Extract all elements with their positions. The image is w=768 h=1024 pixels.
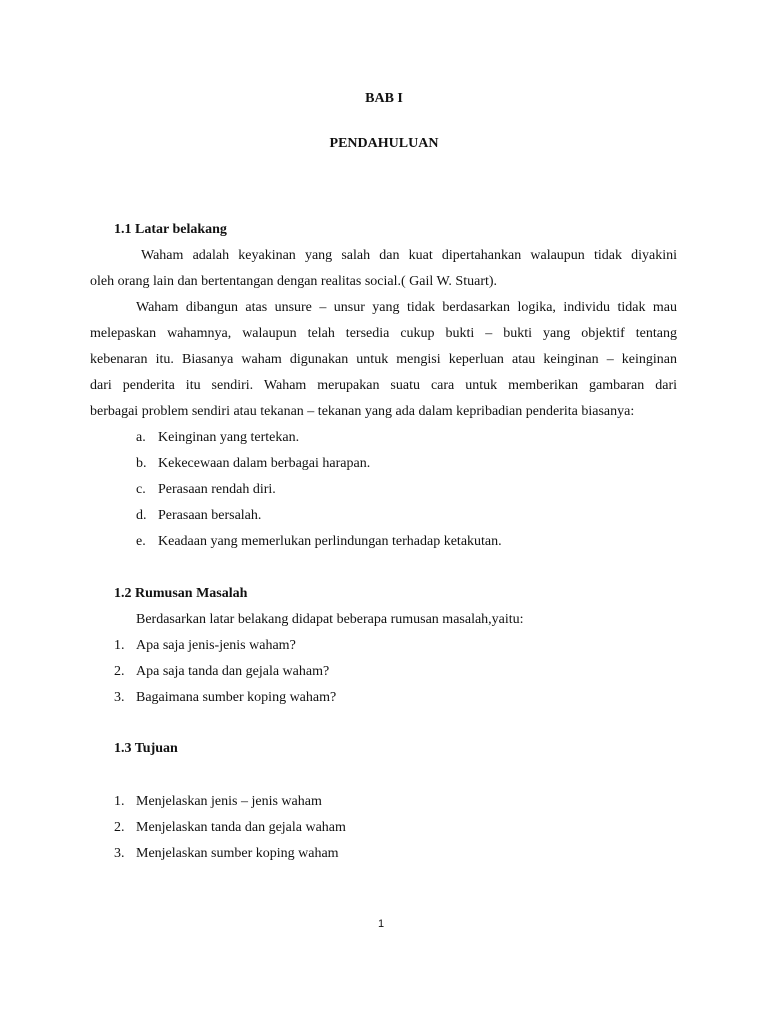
list-item: Apa saja tanda dan gejala waham? [136,664,330,679]
paragraph-line: kebenaran itu. Biasanya waham digunakan untuk mengisi keperluan atau keinginan – keinginan [90,352,677,367]
paragraph-line: melepaskan wahamnya, walaupun telah tersedia cukup bukti – bukti yang objektif tentang [90,326,677,341]
list-item: Apa saja jenis-jenis waham? [136,638,296,653]
section-heading-rumusan-masalah: 1.2 Rumusan Masalah [114,586,248,601]
paragraph-line: Waham dibangun atas unsure – unsur yang tidak berdasarkan logika, individu tidak mau [136,300,677,315]
list-marker: 3. [114,690,125,705]
list-item: Keadaan yang memerlukan perlindungan terhadap ketakutan. [158,534,502,549]
paragraph-line: Waham adalah keyakinan yang salah dan kuat dipertahankan walaupun tidak diyakini [141,248,677,263]
list-marker: 1. [114,794,125,809]
list-marker: e. [136,534,146,549]
list-item: Keinginan yang tertekan. [158,430,300,445]
list-item: Kekecewaan dalam berbagai harapan. [158,456,371,471]
list-item: Bagaimana sumber koping waham? [136,690,337,705]
paragraph-line: dari penderita itu sendiri. Waham merupakan suatu cara untuk memberikan gambaran dari [90,378,677,393]
list-item: Menjelaskan tanda dan gejala waham [136,820,346,835]
page-number: 1 [378,918,385,930]
list-item: Perasaan bersalah. [158,508,262,523]
paragraph-line: oleh orang lain dan bertentangan dengan realitas social.( Gail W. Stuart). [90,274,498,289]
list-marker: 1. [114,638,125,653]
chapter-title: PENDAHULUAN [329,136,439,151]
chapter-label: BAB I [365,91,403,106]
section-intro: Berdasarkan latar belakang didapat beberapa rumusan masalah,yaitu: [136,612,524,627]
list-item: Menjelaskan jenis – jenis waham [136,794,322,809]
list-item: Menjelaskan sumber koping waham [136,846,339,861]
list-marker: b. [136,456,147,471]
section-heading-latar-belakang: 1.1 Latar belakang [114,222,227,237]
list-item: Perasaan rendah diri. [158,482,276,497]
paragraph-line: berbagai problem sendiri atau tekanan – tekanan yang ada dalam kepribadian penderita biasanya: [90,404,635,419]
section-heading-tujuan: 1.3 Tujuan [114,741,178,756]
list-marker: 2. [114,820,125,835]
list-marker: 3. [114,846,125,861]
list-marker: d. [136,508,147,523]
list-marker: c. [136,482,146,497]
list-marker: 2. [114,664,125,679]
list-marker: a. [136,430,146,445]
